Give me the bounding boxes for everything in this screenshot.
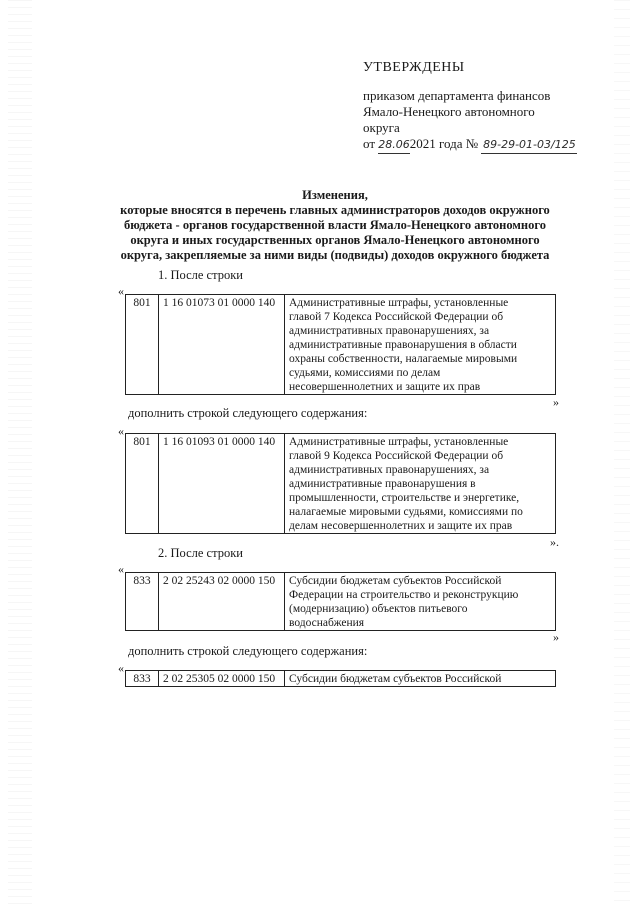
description-line: административные правонарушения в: [289, 478, 476, 490]
heading-line: округа, закрепляемые за ними виды (подвиды) доходов окружного бюджета: [120, 248, 550, 262]
description-line: Административные штрафы, установленные: [289, 436, 509, 448]
approval-line: Ямало-Ненецкого автономного: [363, 104, 535, 119]
heading-line: бюджета - органов государственной власти Ямало-Ненецкого автономного: [124, 218, 546, 232]
section1-add-label: дополнить строкой следующего содержания:: [128, 406, 368, 420]
description-line: делам несовершеннолетних и защите их прав: [289, 520, 513, 532]
section2-new-row-table: [125, 670, 556, 687]
heading-line: которые вносятся в перечень главных администраторов доходов окружного: [120, 203, 550, 217]
description-cell: [285, 671, 556, 687]
description-cell: [285, 573, 556, 631]
quote-open: «: [118, 661, 124, 675]
date-prefix: от: [363, 136, 376, 151]
quote-close-dot: ».: [550, 535, 559, 549]
description-line: административных правонарушениях, за: [289, 325, 490, 337]
description-line: Субсидии бюджетам субъектов Российской: [289, 575, 502, 587]
description-line: несовершеннолетних и защите их прав: [289, 381, 481, 393]
description-line: Федерации на строительство и реконструкцию: [289, 589, 519, 601]
quote-open: «: [118, 424, 124, 438]
table-row: [126, 671, 556, 687]
quote-open: «: [118, 562, 124, 576]
kbk-cell: 1 16 01093 01 0000 140: [159, 434, 285, 534]
section2-label: 2. После строки: [158, 546, 243, 560]
approval-block: [363, 60, 577, 154]
admin-code-cell: 801: [126, 434, 159, 534]
quote-close: »: [553, 630, 559, 644]
description-line: Субсидии бюджетам субъектов Российской: [289, 673, 502, 685]
year-text: 2021 года №: [409, 136, 479, 151]
section1-new-row-table: [125, 433, 556, 534]
description-line: административные правонарушения в области: [289, 339, 517, 351]
section2-add-label: дополнить строкой следующего содержания:: [128, 644, 368, 658]
admin-code-cell: 833: [126, 671, 159, 687]
description-cell: [285, 434, 556, 534]
table-row: [126, 295, 556, 395]
description-line: охраны собственности, налагаемые мировыми: [289, 353, 518, 365]
handwritten-date: 28.06: [378, 137, 410, 154]
heading-title: Изменения,: [302, 188, 368, 202]
description-line: налагаемые мировыми судьями, комиссиями по: [289, 506, 523, 518]
scan-edge-left: [8, 0, 32, 905]
section1-label: 1. После строки: [158, 268, 243, 282]
section2-row-table: [125, 572, 556, 631]
quote-close: »: [553, 395, 559, 409]
description-line: главой 7 Кодекса Российской Федерации об: [289, 311, 504, 323]
section1-row-table: [125, 294, 556, 395]
heading-line: округа и иных государственных органов Ямало-Ненецкого автономного: [130, 233, 540, 247]
description-line: Административные штрафы, установленные: [289, 297, 509, 309]
kbk-cell: 1 16 01073 01 0000 140: [159, 295, 285, 395]
approval-line: приказом департамента финансов: [363, 88, 551, 103]
table-row: [126, 573, 556, 631]
description-line: административных правонарушениях, за: [289, 464, 490, 476]
description-line: водоснабжения: [289, 617, 365, 629]
table-row: [126, 434, 556, 534]
approval-line: округа: [363, 120, 400, 135]
description-line: главой 9 Кодекса Российской Федерации об: [289, 450, 504, 462]
approval-title: УТВЕРЖДЕНЫ: [363, 60, 465, 75]
document-heading: [110, 188, 560, 263]
admin-code-cell: 833: [126, 573, 159, 631]
description-line: промышленности, строительстве и энергетике,: [289, 492, 520, 504]
description-line: судьями, комиссиями по делам: [289, 367, 441, 379]
quote-open: «: [118, 284, 124, 298]
handwritten-order-number: 89-29-01-03/125: [481, 137, 577, 154]
admin-code-cell: 801: [126, 295, 159, 395]
kbk-cell: 2 02 25243 02 0000 150: [159, 573, 285, 631]
kbk-cell: 2 02 25305 02 0000 150: [159, 671, 285, 687]
scan-edge-right: [614, 0, 630, 905]
approval-date-line: [363, 136, 577, 154]
description-cell: [285, 295, 556, 395]
description-line: (модернизацию) объектов питьевого: [289, 603, 468, 615]
